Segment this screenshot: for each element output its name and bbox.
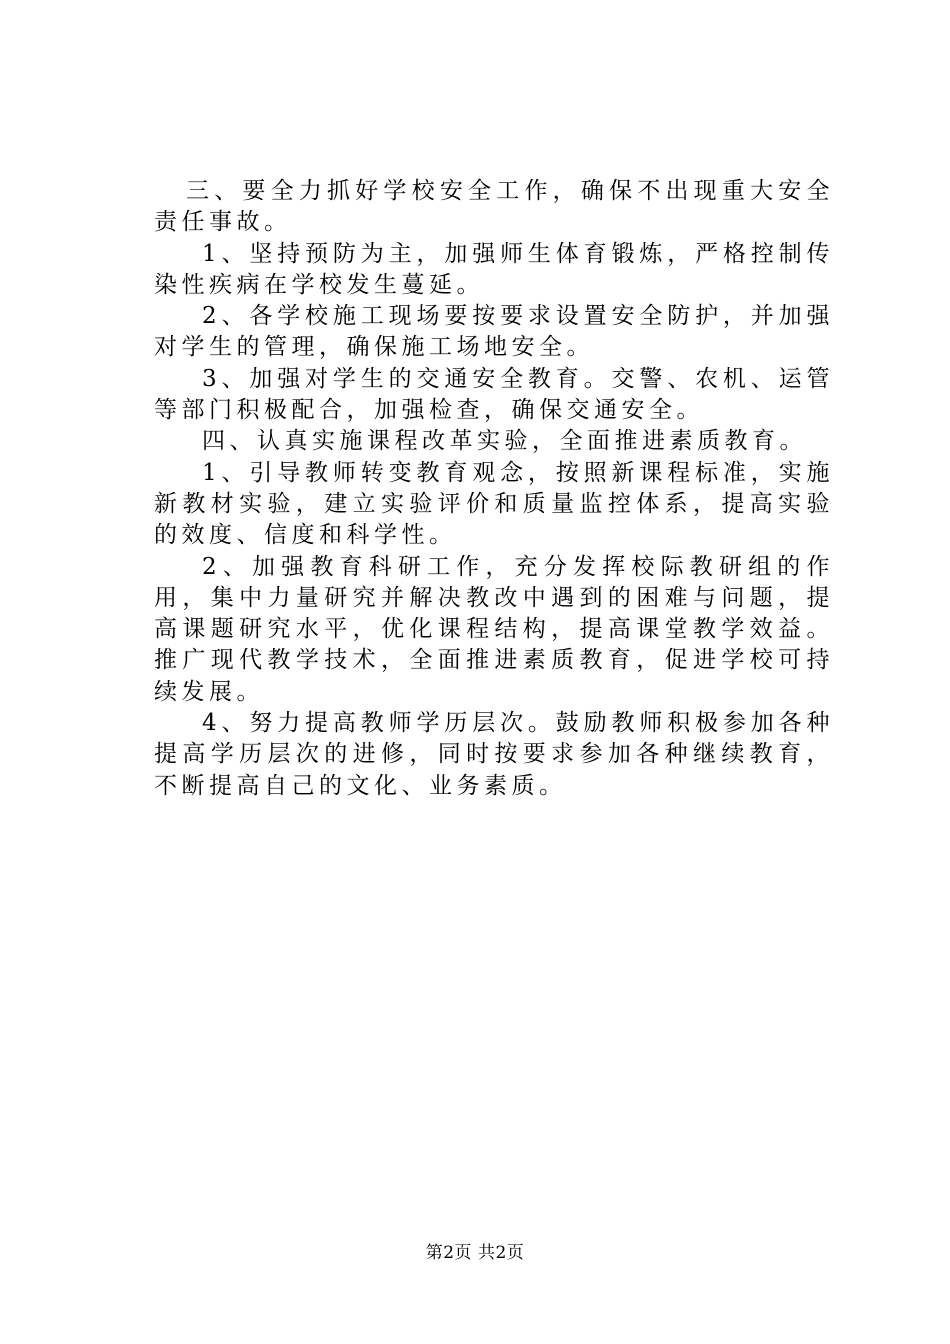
paragraph-item: 1、引导教师转变教育观念，按照新课程标准，实施新教材实验，建立实验评价和质量监控体系，提高实验的效度、信度和科学性。 [154, 459, 834, 549]
paragraph-item: 2、各学校施工现场要按要求设置安全防护，并加强对学生的管理，确保施工场地安全。 [154, 303, 834, 361]
paragraph-item: 3、加强对学生的交通安全教育。交警、农机、运管等部门积极配合，加强检查，确保交通安全。 [154, 365, 834, 424]
paragraph-item: 4、努力提高教师学历层次。鼓励教师积极参加各种提高学历层次的进修，同时按要求参加各种继续教育，不断提高自己的文化、业务素质。 [154, 710, 834, 799]
paragraph-item: 2、加强教育科研工作，充分发挥校际教研组的作用，集中力量研究并解决教改中遇到的困难与问题，提高课题研究水平，优化课程结构，提高课堂教学效益。推广现代教学技术，全面推进素质教育，促进学校可持续发展。 [154, 553, 834, 705]
paragraph-item: 1、坚持预防为主，加强师生体育锻炼，严格控制传染性疾病在学校发生蔓延。 [154, 240, 834, 298]
document-body [154, 176, 834, 802]
page-number-footer: 第2页 共2页 [425, 1243, 525, 1263]
section-heading-safety: 三、要全力抓好学校安全工作，确保不出现重大安全责任事故。 [154, 178, 834, 236]
section-heading-curriculum: 四、认真实施课程改革实验，全面推进素质教育。 [202, 428, 807, 455]
